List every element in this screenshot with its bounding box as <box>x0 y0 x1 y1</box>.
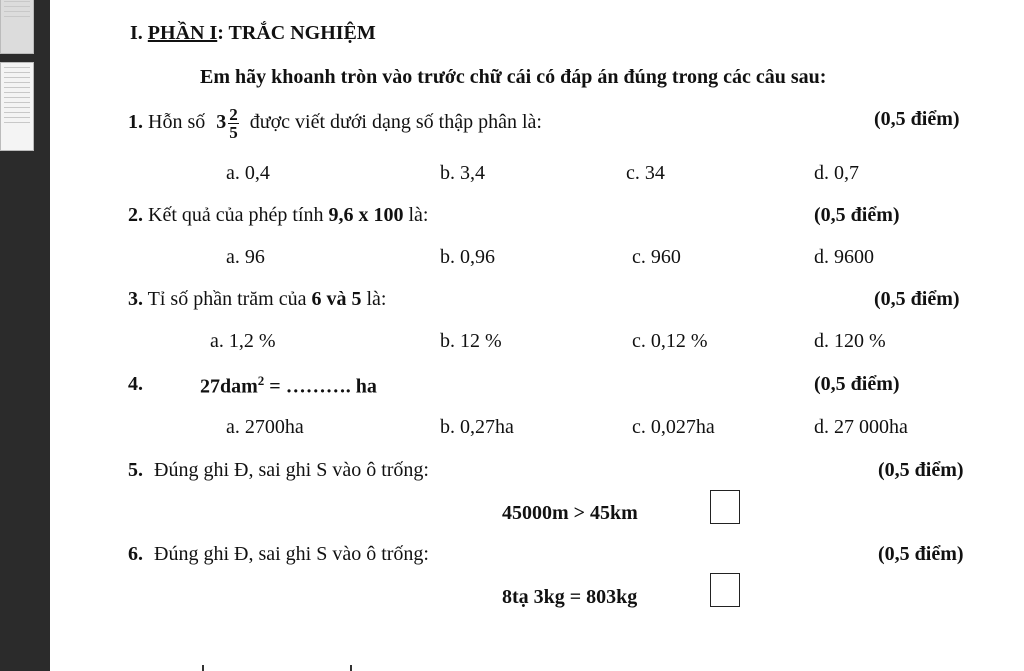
instruction-text: Em hãy khoanh tròn vào trước chữ cái có đáp án đúng trong các câu sau: <box>200 66 827 88</box>
question-number: 5. <box>128 459 143 481</box>
mixed-number-whole: 3 <box>216 111 227 134</box>
answer-box[interactable] <box>710 573 740 607</box>
question-text: Kết quả của phép tính <box>148 204 324 226</box>
section-title-underlined: PHẦN I <box>147 22 218 44</box>
question-text: Tỉ số phần trăm của <box>147 288 307 310</box>
option-b[interactable]: b. 3,4 <box>440 162 485 184</box>
question-2 <box>128 204 429 227</box>
question-number: 6. <box>128 543 143 565</box>
mixed-number-fraction <box>228 106 239 141</box>
option-c[interactable]: c. 0,027ha <box>632 416 715 438</box>
option-a[interactable]: a. 96 <box>226 246 265 268</box>
statement: 8tạ 3kg = 803kg <box>502 586 638 608</box>
question-text: Đúng ghi Đ, sai ghi S vào ô trống: <box>154 543 429 565</box>
question-text: Đúng ghi Đ, sai ghi S vào ô trống: <box>154 459 429 481</box>
question-1 <box>128 106 542 141</box>
option-a[interactable]: a. 2700ha <box>226 416 304 438</box>
page-thumbnail-sidebar <box>0 0 50 671</box>
question-4-number: 4. <box>128 373 143 395</box>
question-3 <box>128 288 386 311</box>
section-title-rest: : TRẮC NGHIỆM <box>217 22 376 44</box>
cut-off-text-mark <box>350 665 352 671</box>
question-points: (0,5 điểm) <box>878 459 964 481</box>
answer-box[interactable] <box>710 490 740 524</box>
option-c[interactable]: c. 0,12 % <box>632 330 708 352</box>
question-text: là: <box>408 204 429 226</box>
option-d[interactable]: d. 0,7 <box>814 162 859 184</box>
question-expression: 9,6 x 100 <box>328 204 404 226</box>
option-d[interactable]: d. 120 % <box>814 330 886 352</box>
section-number: I. <box>130 22 143 44</box>
fraction-denominator: 5 <box>229 123 238 142</box>
option-a[interactable]: a. 0,4 <box>226 162 270 184</box>
option-c[interactable]: c. 960 <box>632 246 681 268</box>
question-5 <box>128 459 429 482</box>
section-heading <box>130 22 376 45</box>
question-6 <box>128 543 429 566</box>
cut-off-text-mark <box>202 665 204 671</box>
question-points: (0,5 điểm) <box>874 108 960 130</box>
question-number: 2. <box>128 204 143 226</box>
expression-exponent: 2 <box>257 373 265 388</box>
question-points: (0,5 điểm) <box>814 373 900 395</box>
statement: 45000m > 45km <box>502 502 638 524</box>
question-text: là: <box>366 288 387 310</box>
option-c[interactable]: c. 34 <box>626 162 665 184</box>
expression-rest: = ………. ha <box>264 375 377 398</box>
option-d[interactable]: d. 27 000ha <box>814 416 908 438</box>
option-b[interactable]: b. 0,27ha <box>440 416 514 438</box>
question-number: 3. <box>128 288 143 310</box>
option-d[interactable]: d. 9600 <box>814 246 874 268</box>
page-thumbnail-2[interactable] <box>0 62 34 151</box>
question-number: 1. <box>128 111 143 134</box>
question-points: (0,5 điểm) <box>874 288 960 310</box>
expression-base: 27dam <box>200 375 258 398</box>
fraction-numerator: 2 <box>229 105 238 124</box>
question-4-expression <box>200 373 377 399</box>
option-b[interactable]: b. 0,96 <box>440 246 495 268</box>
question-text: được viết dưới dạng số thập phân là: <box>249 111 542 134</box>
option-b[interactable]: b. 12 % <box>440 330 502 352</box>
option-a[interactable]: a. 1,2 % <box>210 330 276 352</box>
question-text: Hỗn số <box>148 111 206 134</box>
question-points: (0,5 điểm) <box>878 543 964 565</box>
document-page <box>50 0 1024 671</box>
question-expression: 6 và 5 <box>311 288 362 310</box>
question-points: (0,5 điểm) <box>814 204 900 226</box>
page-thumbnail-1[interactable] <box>0 0 34 54</box>
